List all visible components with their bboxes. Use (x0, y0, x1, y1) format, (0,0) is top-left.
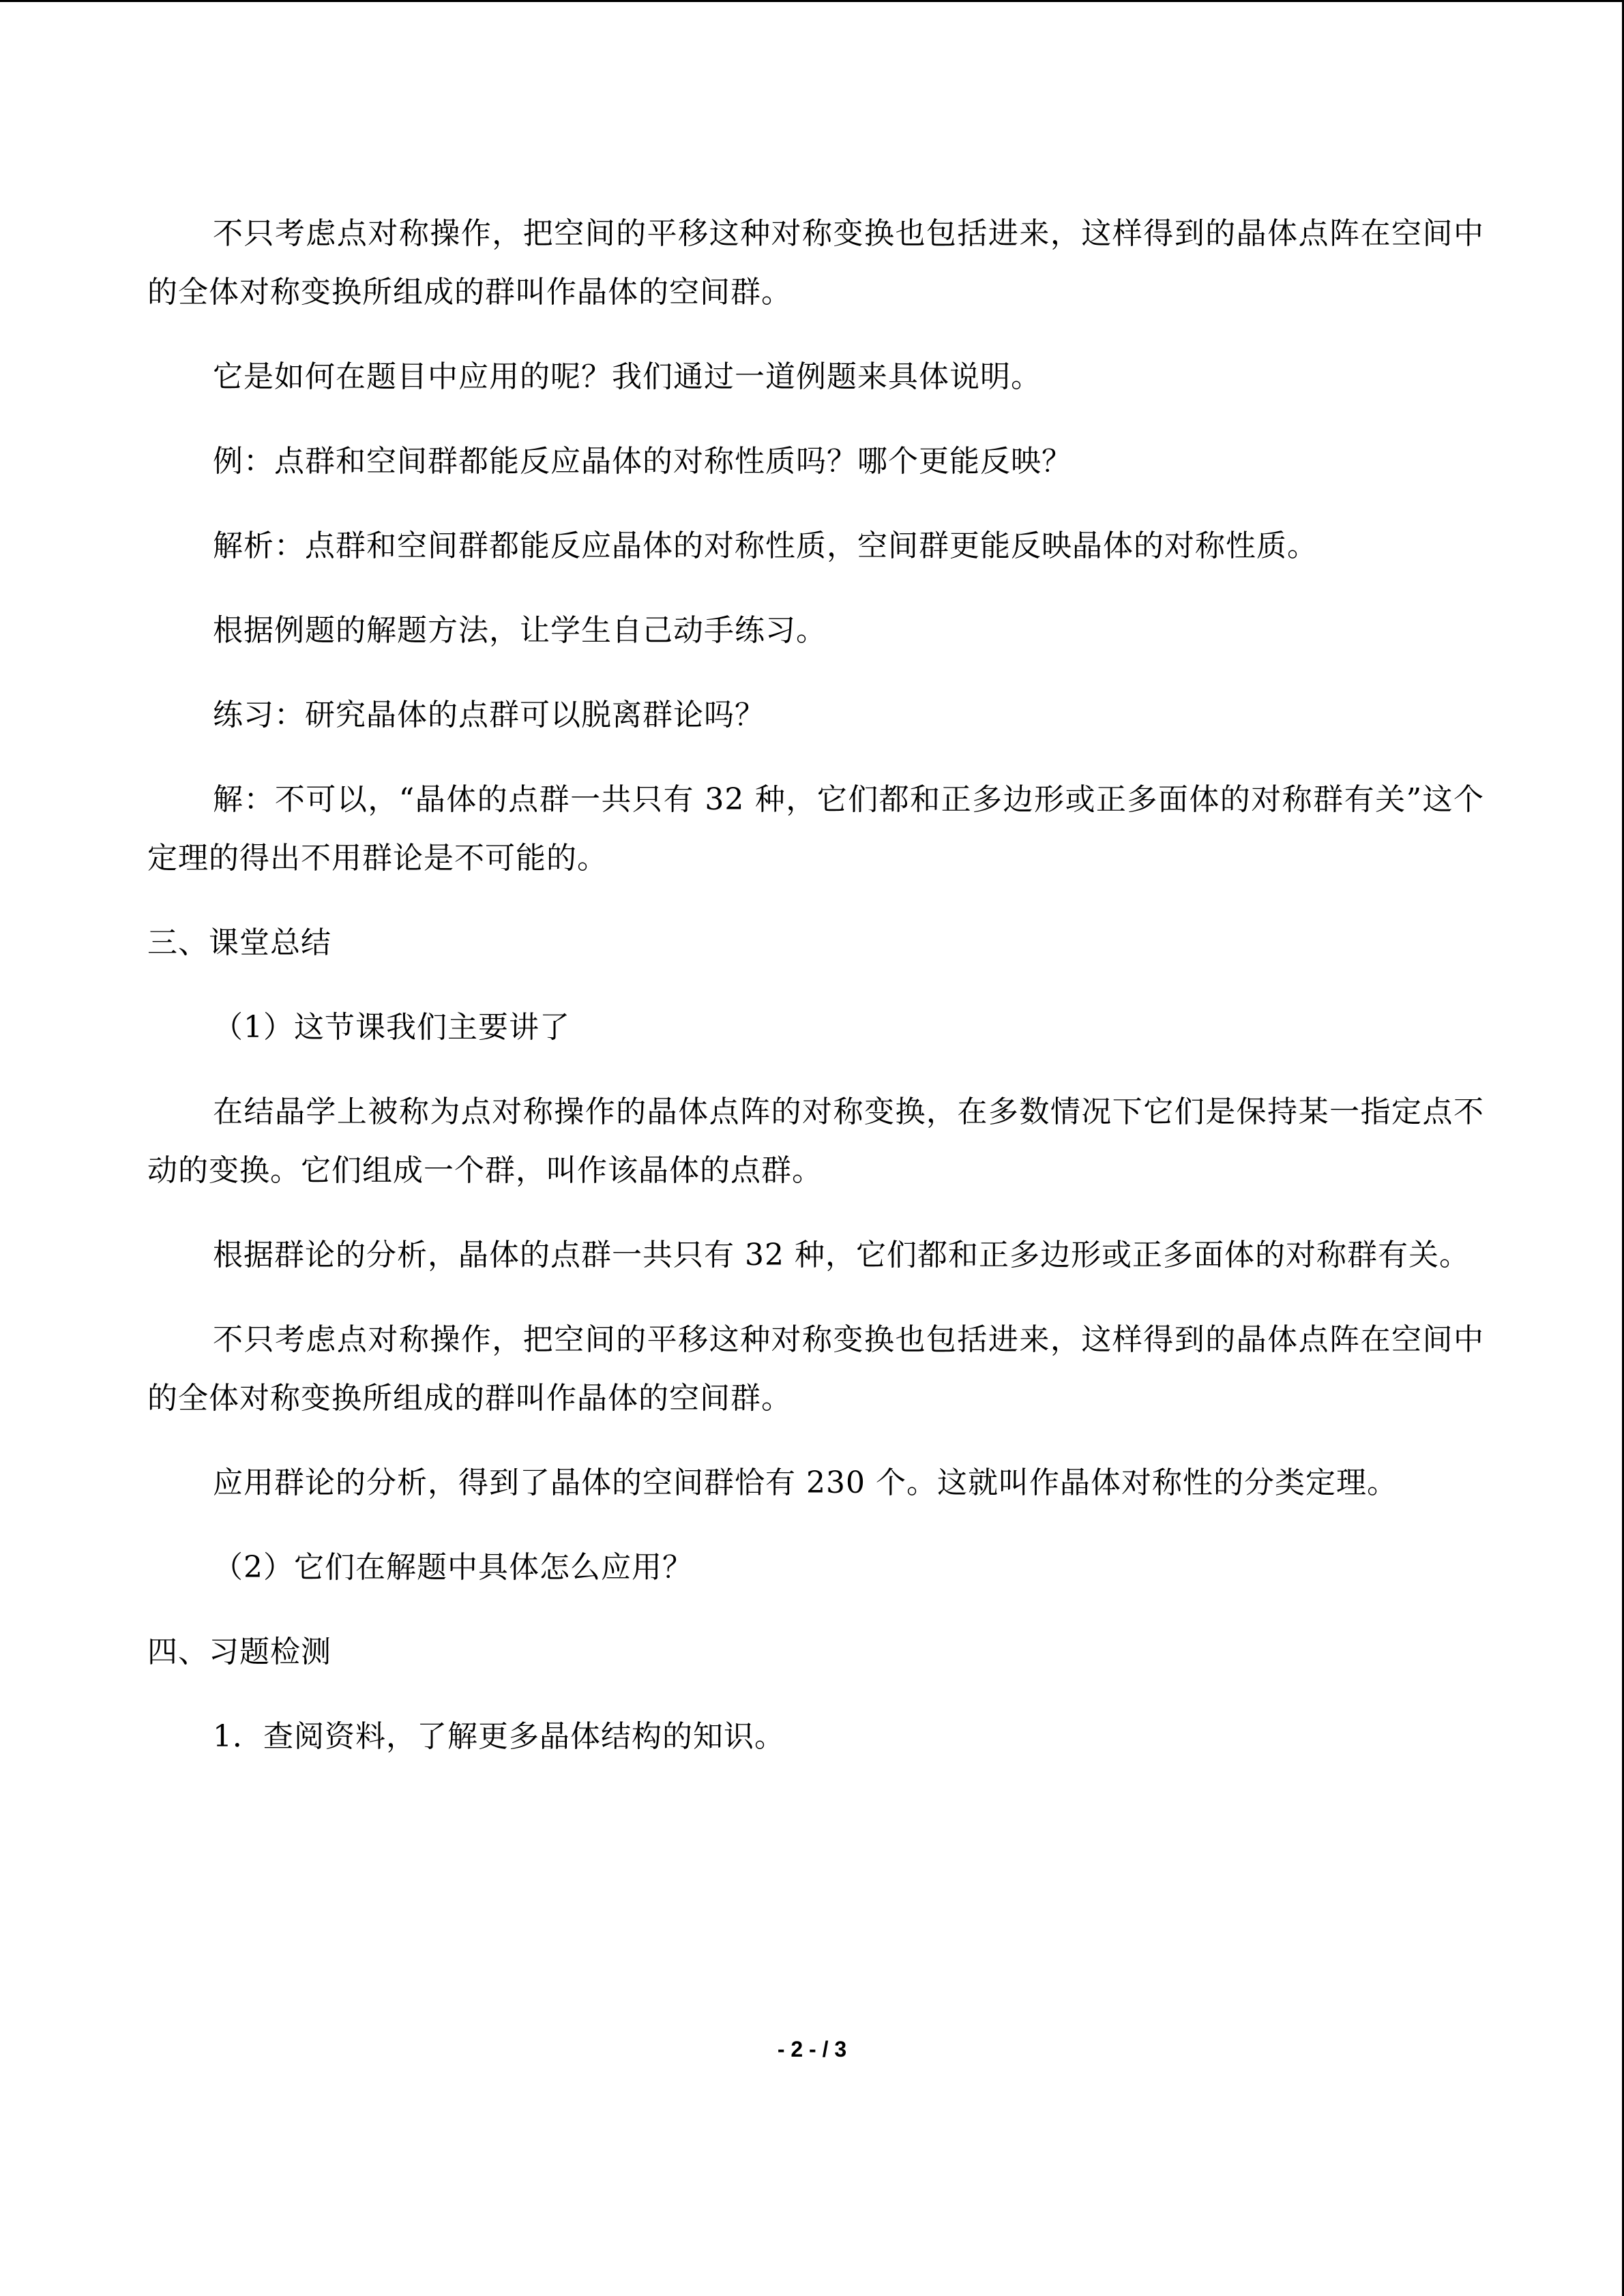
page-number: - 2 - / 3 (777, 2037, 847, 2061)
paragraph-space-group-definition: 不只考虑点对称操作，把空间的平移这种对称变换也包括进来，这样得到的晶体点阵在空间中的全体对称变换所组成的群叫作晶体的空间群。 (147, 216, 1484, 310)
paragraph-example-analysis: 解析：点群和空间群都能反应晶体的对称性质，空间群更能反映晶体的对称性质。 (213, 528, 1318, 563)
summary-item-1: （1）这节课我们主要讲了 (213, 1010, 570, 1045)
summary-item-2: （2）它们在解题中具体怎么应用？ (213, 1550, 693, 1585)
paragraph-practice-answer: 解：不可以，“晶体的点群一共只有 32 种，它们都和正多边形或正多面体的对称群有关”这个定理的得出不用群论是不可能的。 (147, 782, 1484, 876)
paragraph-practice-question: 练习：研究晶体的点群可以脱离群论吗？ (213, 698, 765, 732)
paragraph-space-group-definition-repeat: 不只考虑点对称操作，把空间的平移这种对称变换也包括进来，这样得到的晶体点阵在空间中的全体对称变换所组成的群叫作晶体的空间群。 (147, 1322, 1484, 1416)
paragraph-example-question: 例：点群和空间群都能反应晶体的对称性质吗？哪个更能反映？ (213, 444, 1072, 479)
top-border-line (0, 0, 1624, 2)
paragraph-point-group-count: 根据群论的分析，晶体的点群一共只有 32 种，它们都和正多边形或正多面体的对称群有关。 (213, 1238, 1470, 1272)
paragraph-application-intro: 它是如何在题目中应用的呢？我们通过一道例题来具体说明。 (213, 359, 1042, 394)
document-body (147, 205, 1484, 1766)
paragraph-point-group-definition: 在结晶学上被称为点对称操作的晶体点阵的对称变换，在多数情况下它们是保持某一指定点不动的变换。它们组成一个群，叫作该晶体的点群。 (147, 1094, 1484, 1188)
paragraph-practice-intro: 根据例题的解题方法，让学生自己动手练习。 (213, 613, 827, 648)
section-heading-class-summary: 三、课堂总结 (147, 925, 331, 960)
paragraph-classification-theorem: 应用群论的分析，得到了晶体的空间群恰有 230 个。这就叫作晶体对称性的分类定理。 (213, 1465, 1398, 1500)
section-heading-exercise-check: 四、习题检测 (147, 1635, 331, 1669)
exercise-item-1: 1．查阅资料，了解更多晶体结构的知识。 (213, 1719, 785, 1754)
